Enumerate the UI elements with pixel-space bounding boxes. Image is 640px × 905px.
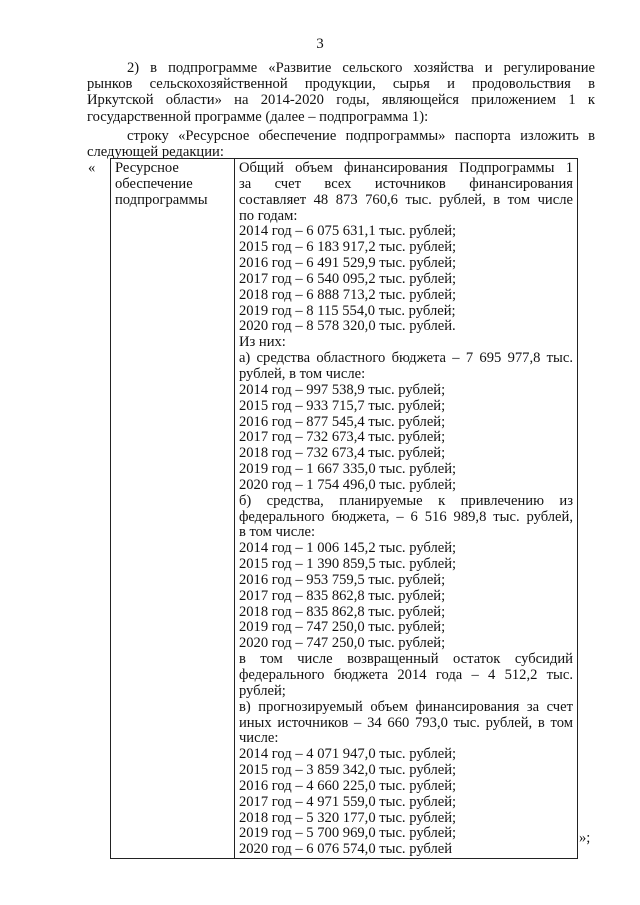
content-line: федерального бюджета, – 6 516 989,8 тыс. рублей,	[238, 508, 573, 525]
content-line: 2016 год – 4 660 225,0 тыс. рублей;	[238, 777, 457, 794]
closing-quote: »;	[579, 830, 591, 846]
intro-line: государственной программе (далее – подпрограмма 1):	[87, 108, 429, 125]
content-line: 2018 год – 835 862,8 тыс. рублей;	[238, 603, 446, 620]
intro-paragraph	[87, 60, 595, 125]
intro-line: рынков сельскохозяйственной продукции, сырья и продовольствия в	[87, 76, 595, 93]
content-line: в том числе возвращенный остаток субсидий	[238, 651, 573, 668]
row-label-line: подпрограммы	[115, 191, 208, 208]
content-line: 2018 год – 732 673,4 тыс. рублей;	[238, 445, 446, 462]
content-line: 2016 год – 953 759,5 тыс. рублей;	[238, 571, 446, 588]
content-line: Из них:	[238, 334, 286, 351]
content-line: по годам:	[238, 207, 298, 224]
content-line: 2017 год – 4 971 559,0 тыс. рублей;	[238, 793, 457, 810]
content-line: 2015 год – 3 859 342,0 тыс. рублей;	[238, 762, 457, 779]
content-line: 2015 год – 6 183 917,2 тыс. рублей;	[238, 239, 457, 256]
content-line: в том числе:	[238, 524, 316, 541]
content-line: 2019 год – 747 250,0 тыс. рублей;	[238, 619, 446, 636]
content-line: рублей;	[238, 682, 286, 699]
content-line: 2015 год – 933 715,7 тыс. рублей;	[238, 397, 446, 414]
content-line: 2018 год – 5 320 177,0 тыс. рублей;	[238, 809, 457, 826]
table-row	[111, 159, 578, 859]
row-label-cell	[111, 159, 235, 859]
content-line: 2017 год – 6 540 095,2 тыс. рублей;	[238, 270, 457, 287]
content-line: 2019 год – 1 667 335,0 тыс. рублей;	[238, 461, 457, 478]
content-line: 2018 год – 6 888 713,2 тыс. рублей;	[238, 286, 457, 303]
content-line: в) прогнозируемый объем финансирования за счет	[238, 698, 573, 715]
content-line: 2014 год – 997 538,9 тыс. рублей;	[238, 381, 446, 398]
content-line: 2020 год – 6 076 574,0 тыс. рублей	[238, 841, 453, 858]
resource-table	[110, 158, 578, 859]
row-label-line: обеспечение	[115, 175, 193, 192]
content-line: 2017 год – 732 673,4 тыс. рублей;	[238, 429, 446, 446]
intro-line: 2) в подпрограмме «Развитие сельского хозяйства и регулирование	[127, 60, 595, 76]
content-line: 2016 год – 877 545,4 тыс. рублей;	[238, 413, 446, 430]
content-line: 2014 год – 1 006 145,2 тыс. рублей;	[238, 540, 457, 557]
instruction-line: следующей редакции:	[87, 144, 224, 161]
content-line: за счет всех источников финансирования	[238, 175, 573, 192]
content-line: Общий объем финансирования Подпрограммы 1	[238, 160, 573, 176]
opening-quote: «	[88, 160, 96, 176]
page-number: 3	[316, 36, 324, 52]
content-line: 2015 год – 1 390 859,5 тыс. рублей;	[238, 556, 457, 573]
content-line: числе:	[238, 730, 279, 747]
content-line: 2014 год – 4 071 947,0 тыс. рублей;	[238, 746, 457, 763]
content-line: 2019 год – 5 700 969,0 тыс. рублей;	[238, 825, 457, 842]
instruction-paragraph	[87, 128, 595, 160]
content-line: 2020 год – 747 250,0 тыс. рублей;	[238, 635, 446, 652]
content-line: 2017 год – 835 862,8 тыс. рублей;	[238, 587, 446, 604]
content-line: составляет 48 873 760,6 тыс. рублей, в том числе	[238, 191, 573, 208]
content-line: 2020 год – 1 754 496,0 тыс. рублей;	[238, 476, 457, 493]
content-line: федерального бюджета 2014 года – 4 512,2 тыс.	[238, 667, 573, 683]
content-line: рублей, в том числе:	[238, 365, 366, 382]
content-line: 2016 год – 6 491 529,9 тыс. рублей;	[238, 255, 457, 272]
instruction-line: строку «Ресурсное обеспечение подпрограммы» паспорта изложить в	[127, 128, 595, 144]
content-line: а) средства областного бюджета – 7 695 977,8 тыс.	[238, 350, 573, 367]
intro-line: Иркутской области» на 2014-2020 годы, являющейся приложением 1 к	[87, 92, 595, 109]
content-line: 2014 год – 6 075 631,1 тыс. рублей;	[238, 223, 457, 240]
content-line: 2020 год – 8 578 320,0 тыс. рублей.	[238, 318, 456, 335]
row-content-cell	[234, 159, 577, 859]
content-line: 2019 год – 8 115 554,0 тыс. рублей;	[238, 302, 456, 319]
row-label-line: Ресурсное	[115, 160, 179, 176]
content-line: иных источников – 34 660 793,0 тыс. рублей, в том	[238, 714, 573, 731]
content-line: б) средства, планируемые к привлечению из	[238, 492, 573, 509]
